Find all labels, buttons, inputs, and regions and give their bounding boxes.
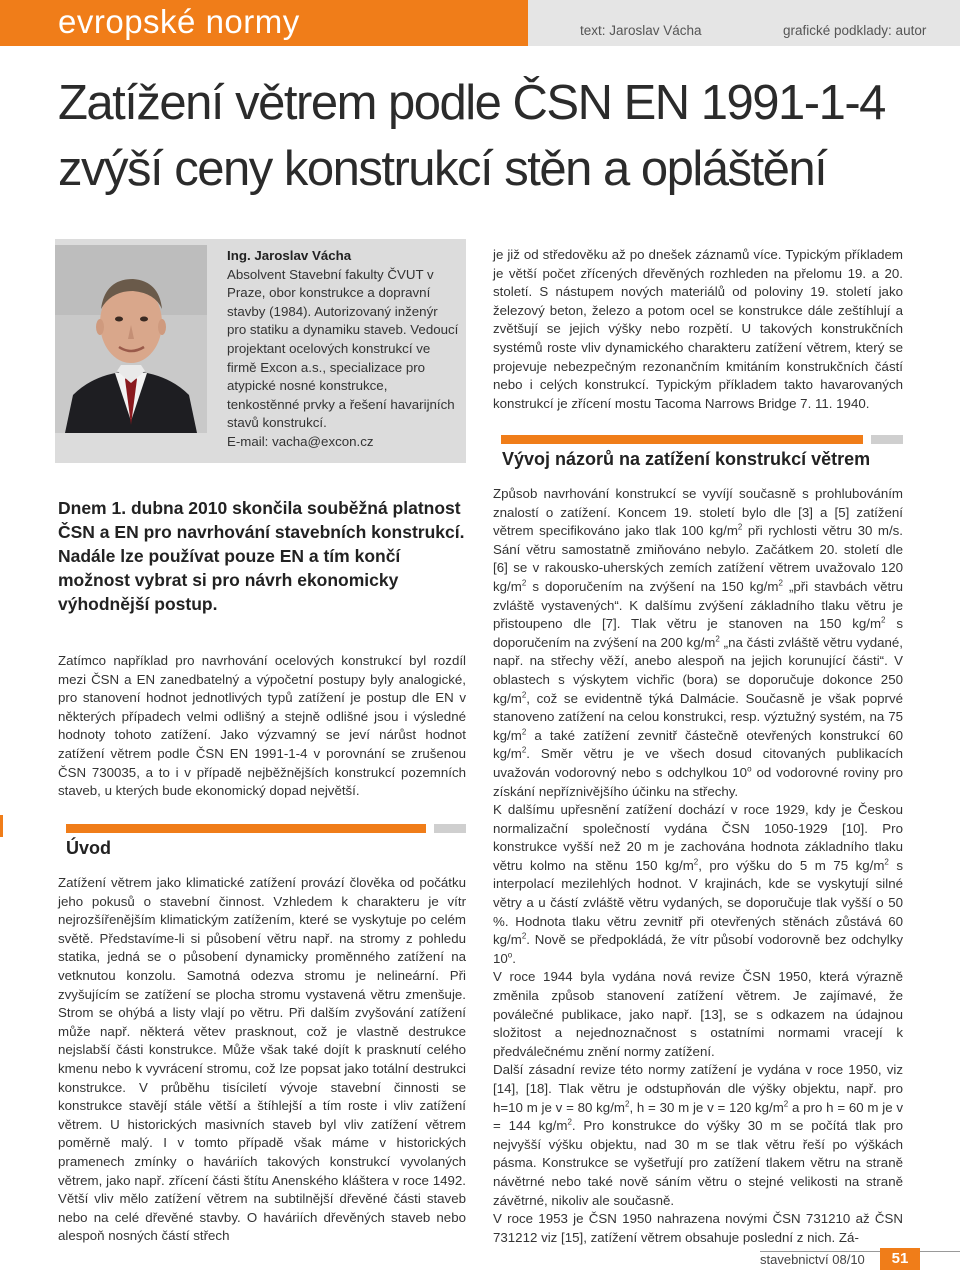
uvod-column [58, 874, 466, 1246]
margin-marker-left [0, 815, 3, 837]
page-number: 51 [880, 1248, 920, 1270]
vyvoj-paragraph-2: K dalšímu upřesnění zatížení dochází v roce 1929, kdy je Českou normalizační společností vydána ČSN 1050-1929 [10]. Pro konstrukce vyšší než 20 m je zachována hodnota základního tlaku větru kolmo na stěnu 150 $kg/m^2$, pro výšku do 5 m 75 $kg/m^2$ s interpolací mezilehlých hodnot. V krajinách, kde se vyskytují silné větry a u částí zvláště větru vydaných, se doporučuje tlak vyšší o 50 %. Hodnota tlaku větru zevnitř při otevřených stěnách zůstává 60 $kg/m^2$. Nově se předpokládá, že vítr působí vodorovně bez odchylky 10$^o$. [493, 802, 903, 966]
heading-uvod: Úvod [66, 838, 111, 858]
author-photo [55, 245, 207, 433]
title-line-2: zvýší ceny konstrukcí stěn a opláštění [58, 142, 827, 196]
right-top-text: je již od středověku až po dnešek záznamů více. Typickým příkladem je větší počet zřícených dřevěných rozhleden na přelomu 19. a 20. století. S nástupem nových materiálů od poloviny 19. století jako železový beton, železo a potom ocel se konstrukce dále zeštíhlují a zvětšují se jejich výšky nebo rozpětí. U takových konstrukčních systémů roste vliv dynamického charakteru zatížení větrem, který se projevuje nebezpečným rezonančním kmitáním konstrukčních částí nebo i celých konstrukcí. Typickým příkladem takto havarovaných konstrukcí je zřícení mostu Tacoma Narrows Bridge 7. 11. 1940. [493, 247, 903, 411]
lead-paragraph: Dnem 1. dubna 2010 skončila souběžná platnost ČSN a EN pro navrhování stavebních konstrukcí. Nadále lze používat pouze EN a tím končí možnost vybrat si pro návrh ekonomicky výhodnější postup. [58, 498, 465, 614]
author-portrait-image [55, 245, 207, 433]
intro-paragraph [58, 652, 466, 801]
right-column-top [493, 246, 903, 413]
author-email: E-mail: vacha@excon.cz [227, 433, 374, 449]
title-line-1: Zatížení větrem podle ČSN EN 1991-1-4 [58, 76, 885, 130]
vyvoj-paragraph-5: V roce 1953 je ČSN 1950 nahrazena novými ČSN 731210 až ČSN 731212 viz [15], zatížení větrem obsahuje poslední z nich. Zá- [493, 1211, 903, 1245]
author-info [227, 247, 459, 452]
author-name: Ing. Jaroslav Vácha [227, 248, 352, 263]
vyvoj-column [493, 485, 903, 1247]
author-box [55, 239, 466, 463]
credit-text: text: Jaroslav Vácha [580, 23, 702, 38]
intro-text: Zatímco například pro navrhování ocelových konstrukcí byl rozdíl mezi ČSN a EN zanedbatelný a výpočetní postupy byly analogické, pro stanovení hodnot jednotlivých typů zatížení je postup dle EN v některých případech velmi odlišný a stejně odlišné jsou i výsledné hodnoty tohoto zatížení. Jako výzvamný se jeví nárůst hodnot zatížení větrem podle ČSN EN 1991-1-4 v porovnání se zrušenou ČSN 730035, a to i v případě nejběžnějších konstrukcí pozemních staveb, u kterých bude ekonomický dopad největší. [58, 653, 466, 799]
vyvoj-paragraph-4: Další zásadní revize této normy zatížení je vydána v roce 1950, viz [14], [18]. Tlak větru je odstupňován dle výšky objektu, např. pro h=10 m je v = 80 $kg/m^2$, h = 30 m je v = 120 $kg/m^2$ a pro h = 60 m je v = 144 $kg/m^2$. Pro konstrukce do výšky 30 m se počítá tlak pro nejvyšší výšku objektu, nad 30 m se tlak větru řeší po výškách pásma. Konstrukce se vyšetřují pro zatížení tlakem větru na straně návětrné nebo také nově sáním větru o stejné velikosti na straně závětrné, nikoliv ale současně. [493, 1062, 903, 1208]
section-name: evropské normy [58, 3, 300, 40]
vyvoj-paragraph-1: Způsob navrhování konstrukcí se vyvíjí současně s prohlubováním znalostí o zatížení. Koncem 19. století bylo dle [3] a [5] zatížení větrem specifikováno jako tlak 100 $kg/m^2$ při rychlosti větru 30 m/s. Sání větru samostatně zmiňováno nebylo. Začátkem 20. století dle [6] se v rakousko-uherských zemích zatížení větrem uvažovalo 120 $kg/m^2$ s doporučením na zvýšení na 150 $kg/m^2$ „při stavbách větru zvláště vystavených“. K dalšímu zvýšení základního tlaku větru je přistoupeno dle [7]. Tlak větru je stanoven na 150 $kg/m^2$ s doporučením na zvýšení na 200 $kg/m^2$ „na části zvláště větru vydané, např. na střechy věží, anebo alespoň na jejich korunující části“. V oblastech s výskytem vichřic (bora) se doporučuje dokonce 250 $kg/m^2$, což se evidentně týká Dalmácie. Současně je však poprvé stanoveno zatížení na celou konstrukci, resp. výztužný systém, na 75 $kg/m^2$ a také zatížení zevnitř částečně otevřených konstrukcí 60 $kg/m^2$. Směr větru je ve všech dosud citovaných publikacích uvažován vodorovný nebo s odchylkou 10$^o$ od vodorovné roviny pro získání nepříznivějšího účinku na střechy. [493, 486, 904, 799]
footer-magazine: stavebnictví 08/10 [760, 1252, 865, 1267]
credit-graphics: grafické podklady: autor [783, 23, 927, 38]
uvod-text: Zatížení větrem jako klimatické zatížení provází člověka od počátku jeho pokusů o stavební činnost. Vzhledem k charakteru je vítr nejrozšířenějším klimatickým zatížením, které se vyskytuje po celém světě. Představíme-li si působení větru např. na stromy z pohledu statika, jedná se o působení dynamicky proměnného zatížení na vetknutou konzolu. Samotná odezva stromu je nelineární. Při zvyšujícím se zatížení se plocha stromu vystavená větru zmenšuje. Strom se ohýbá a listy vlají po větru. Při dalším zvyšování zatížení může např. některá větev prasknout, což je vlastně destrukce nejslabší části konstrukce. Může však také dojít k prasknutí celého kmenu nebo k vyvrácení stromu, což lze popsat jako totální destrukci konstrukce. V průběhu tisíciletí vývoje stavební činnosti se konstrukce stavějí stále větší a štíhlejší a tím roste i vliv zatížení větrem. U historických masivních staveb byl vliv zatížení větrem poměrně malý. I v tomto případě však máme v historických pramenech zmínky o haváriích takových konstrukcí vyvolaných větrem, jako např. zřícení části štítu Anenského kláštera v roce 1492. Větší vliv mělo zatížení větrem na subtilnější dřevěné části staveb nebo na celé dřevěné stavby. O haváriích dřevěných staveb nebo alespoň nosných částí střech [58, 875, 466, 1244]
heading-vyvoj: Vývoj názorů na zatížení konstrukcí větrem [502, 449, 871, 469]
author-bio: Absolvent Stavební fakulty ČVUT v Praze, obor konstrukce a dopravní stavby (1984). Autorizovaný inženýr pro statiku a dynamiku staveb. Vedoucí projektant ocelových konstrukcí ve firmě Excon a.s., specializace pro atypické nosné konstrukce, tenkostěnné prvky a řešení havarijních stavů konstrukcí. [227, 266, 459, 431]
page-title [58, 70, 938, 202]
section-bar-vyvoj [501, 435, 903, 444]
vyvoj-paragraph-3: V roce 1944 byla vydána nová revize ČSN 1950, která výrazně změnila způsob stanovení zatížení větrem. Je zajímavé, že poválečné publikace, jako např. [13], se s odkazem na údajnou složitost a nejednoznačnost s ostatními normami vracejí k předválečnému znění normy zatížení. [493, 969, 903, 1059]
section-bar-uvod [66, 824, 466, 833]
